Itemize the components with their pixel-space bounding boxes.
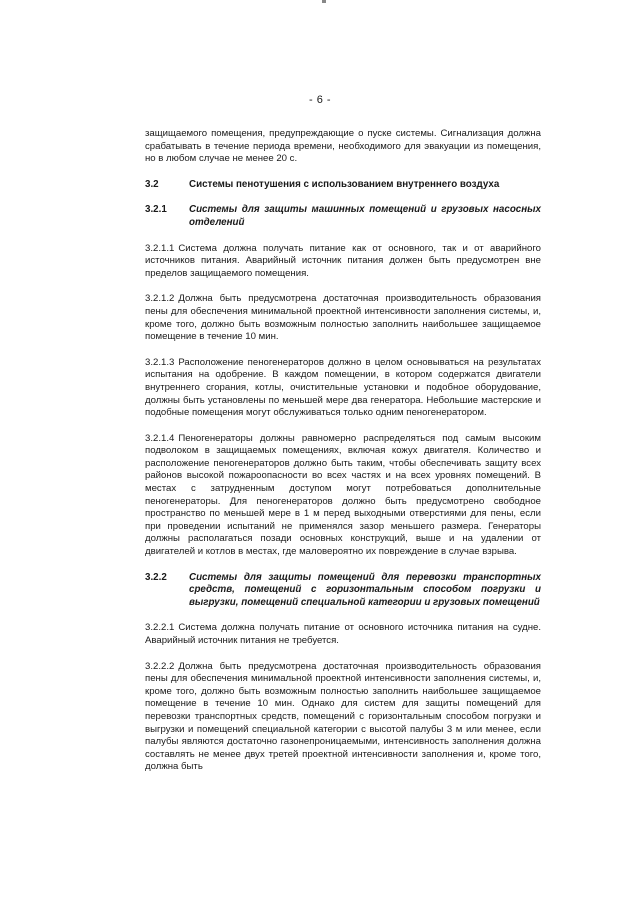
- section-heading: [145, 572, 541, 610]
- document-body: [145, 128, 541, 787]
- paragraph-text: Система должна получать питание как от основного, так и от аварийного источников питания. Аварийный источник питания должен быть предусмотрен вне пределов защищаемого помещения.: [145, 242, 541, 279]
- paragraph-number: 3.2.2.1: [145, 622, 175, 634]
- paragraph-number: 3.2.1.1: [145, 242, 175, 254]
- section-number: 3.2.1: [145, 204, 167, 216]
- paragraph: [145, 357, 541, 420]
- paragraph-text: Расположение пеногенераторов должно в целом основываться на результатах испытания на одобрение. В каждом помещении, в котором содержатся двигатели внутреннего сгорания, котлы, очистительные установки и подобное оборудование, должны быть установлены по меньшей мере два генератора. Небольшие мастерские и подобные помещения могут обслуживаться только одним пеногенератором.: [145, 356, 541, 419]
- paragraph: [145, 433, 541, 559]
- section-heading: [145, 204, 541, 229]
- scan-mark: [322, 0, 326, 3]
- page-number: - 6 -: [308, 94, 332, 106]
- paragraph: [145, 243, 541, 281]
- paragraph-text: Система должна получать питание от основного источника питания на судне. Аварийный источник питания не требуется.: [145, 622, 541, 646]
- section-number: 3.2.2: [145, 571, 167, 583]
- paragraph-text: Пеногенераторы должны равномерно распределяться под самым высоким подволоком в защищаемых помещениях, включая кожух двигателя. Количество и расположение пеногенераторов должно быть таким, чтобы обеспечивать защиту всех районов высокой пожароопасности во всех частях и на всех уровнях помещений. В местах с затрудненным доступом могут потребоваться дополнительные пеногенераторы. Для пеногенераторов должно быть предусмотрено свободное пространство по меньшей мере в 1 м перед выходными отверстиями для пены, если при проведении испытаний не применялся зазор меньшего размера. Генераторы должны располагаться позади основных конструкций, выше и на удалении от двигателей и котлов в местах, где маловероятно их повреждение в случае взрыва.: [145, 432, 541, 558]
- section-title: Системы для защиты помещений для перевозки транспортных средств, помещений с горизонтальным способом погрузки и выгрузки, помещений специальной категории и грузовых помещений: [189, 571, 541, 608]
- section-heading: [145, 179, 541, 192]
- paragraph: [145, 622, 541, 647]
- paragraph-number: 3.2.1.3: [145, 356, 175, 368]
- paragraph: [145, 661, 541, 774]
- paragraph-number: 3.2.2.2: [145, 660, 175, 672]
- paragraph: [145, 128, 541, 166]
- section-title: Системы для защиты машинных помещений и грузовых насосных отделений: [189, 204, 541, 228]
- paragraph-number: 3.2.1.4: [145, 432, 175, 444]
- section-title: Системы пенотушения с использованием внутреннего воздуха: [189, 178, 500, 190]
- paragraph-number: 3.2.1.2: [145, 293, 175, 305]
- paragraph-text: защищаемого помещения, предупреждающие о пуске системы. Сигнализация должна срабатывать в течение периода времени, необходимого для эвакуации из помещения, но в любом случае не менее 20 с.: [145, 128, 541, 165]
- section-number: 3.2: [145, 178, 159, 190]
- paragraph: [145, 293, 541, 343]
- paragraph-text: Должна быть предусмотрена достаточная производительность образования пены для обеспечения минимальной проектной интенсивности заполнения системы, и, кроме того, должно быть возможным полностью заполнить наибольшее защищаемое помещение в течение 10 мин.: [145, 293, 541, 343]
- paragraph-text: Должна быть предусмотрена достаточная производительность образования пены для обеспечения минимальной проектной интенсивности заполнения системы, и, кроме того, должно быть возможным полностью заполнить наибольшее защищаемое помещение в течение 10 мин. Однако для систем для защиты помещений для перевозки транспортных средств, помещений с горизонтальным способом погрузки и выгрузки и помещений специальной категории с высотой палубы 3 м или менее, если палубы являются достаточно газонепроницаемыми, интенсивность заполнения должна составлять не менее двух третей проектной интенсивности заполнения и, кроме того, должна быть: [145, 660, 541, 773]
